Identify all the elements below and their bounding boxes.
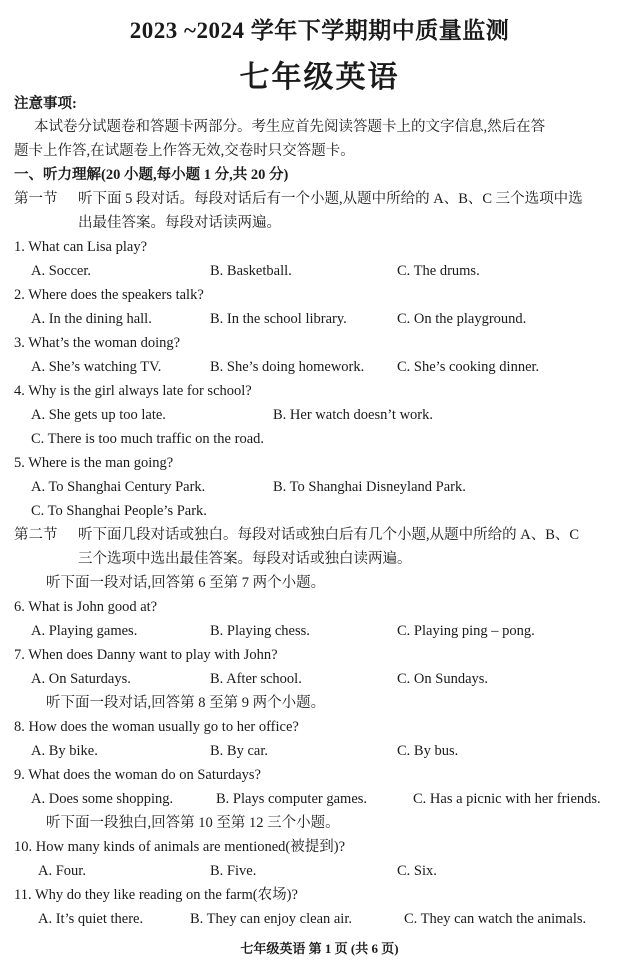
question-4: 4. Why is the girl always late for school? — [14, 383, 252, 399]
section2-instruction-line-2: 三个选项中选出最佳答案。每段对话或独白读两遍。 — [78, 551, 412, 567]
question-1: 1. What can Lisa play? — [14, 239, 147, 255]
section1-instruction-line-2: 出最佳答案。每段对话读两遍。 — [78, 215, 281, 231]
notice-line-1: 本试卷分试题卷和答题卡两部分。考生应首先阅读答题卡上的文字信息,然后在答 — [34, 119, 546, 135]
instruction-q6-q7: 听下面一段对话,回答第 6 至第 7 两个小题。 — [46, 575, 326, 591]
notice-heading: 注意事项: — [14, 96, 77, 112]
q8-option-a: A. By bike. — [31, 743, 98, 759]
q5-option-b: B. To Shanghai Disneyland Park. — [273, 479, 466, 495]
q11-option-a: A. It’s quiet there. — [38, 911, 144, 927]
question-3: 3. What’s the woman doing? — [14, 335, 181, 351]
question-8: 8. How does the woman usually go to her office? — [14, 719, 299, 735]
q7-option-a: A. On Saturdays. — [31, 671, 131, 687]
exam-subtitle: 七年级英语 — [239, 61, 400, 94]
q1-option-a: A. Soccer. — [31, 263, 91, 279]
q9-option-c: C. Has a picnic with her friends. — [413, 791, 601, 807]
q2-option-c: C. On the playground. — [397, 311, 527, 327]
question-9: 9. What does the woman do on Saturdays? — [14, 767, 261, 783]
page-footer: 七年级英语 第 1 页 (共 6 页) — [240, 941, 399, 956]
question-10: 10. How many kinds of animals are mentioned(被提到)? — [14, 839, 346, 855]
q1-option-b: B. Basketball. — [210, 263, 292, 279]
q7-option-c: C. On Sundays. — [397, 671, 489, 687]
q10-option-c: C. Six. — [397, 863, 437, 879]
q6-option-b: B. Playing chess. — [210, 623, 310, 639]
q11-option-c: C. They can watch the animals. — [404, 911, 587, 927]
section1-instruction-line-1: 听下面 5 段对话。每段对话后有一个小题,从题中所给的 A、B、C 三个选项中选 — [78, 191, 583, 207]
section2-label: 第二节 — [14, 527, 58, 543]
q3-option-a: A. She’s watching TV. — [31, 359, 162, 375]
q4-option-c: C. There is too much traffic on the road. — [31, 431, 265, 447]
q9-option-a: A. Does some shopping. — [31, 791, 174, 807]
q11-option-b: B. They can enjoy clean air. — [190, 911, 352, 927]
q4-option-a: A. She gets up too late. — [31, 407, 166, 423]
q4-option-b: B. Her watch doesn’t work. — [273, 407, 434, 423]
q5-option-a: A. To Shanghai Century Park. — [31, 479, 206, 495]
question-7: 7. When does Danny want to play with John? — [14, 647, 278, 663]
q8-option-b: B. By car. — [210, 743, 268, 759]
question-6: 6. What is John good at? — [14, 599, 158, 615]
q7-option-b: B. After school. — [210, 671, 302, 687]
instruction-q8-q9: 听下面一段对话,回答第 8 至第 9 两个小题。 — [46, 695, 326, 711]
q3-option-b: B. She’s doing homework. — [210, 359, 365, 375]
q1-option-c: C. The drums. — [397, 263, 480, 279]
notice-line-2: 题卡上作答,在试题卷上作答无效,交卷时只交答题卡。 — [14, 143, 355, 159]
question-5: 5. Where is the man going? — [14, 455, 174, 471]
q6-option-a: A. Playing games. — [31, 623, 138, 639]
q10-option-a: A. Four. — [38, 863, 86, 879]
section1-label: 第一节 — [14, 191, 58, 207]
instruction-q10-q12: 听下面一段独白,回答第 10 至第 12 三个小题。 — [46, 815, 340, 831]
q6-option-c: C. Playing ping – pong. — [397, 623, 535, 639]
q2-option-a: A. In the dining hall. — [31, 311, 152, 327]
part1-heading: 一、听力理解(20 小题,每小题 1 分,共 20 分) — [14, 167, 289, 183]
q2-option-b: B. In the school library. — [210, 311, 347, 327]
section2-instruction-line-1: 听下面几段对话或独白。每段对话或独白后有几个小题,从题中所给的 A、B、C — [78, 527, 580, 543]
q9-option-b: B. Plays computer games. — [216, 791, 368, 807]
q3-option-c: C. She’s cooking dinner. — [397, 359, 540, 375]
q5-option-c: C. To Shanghai People’s Park. — [31, 503, 207, 519]
question-2: 2. Where does the speakers talk? — [14, 287, 204, 303]
q10-option-b: B. Five. — [210, 863, 257, 879]
question-11: 11. Why do they like reading on the farm(农场)? — [14, 887, 298, 903]
exam-title: 2023 ~2024 学年下学期期中质量监测 — [129, 18, 510, 43]
q8-option-c: C. By bus. — [397, 743, 459, 759]
